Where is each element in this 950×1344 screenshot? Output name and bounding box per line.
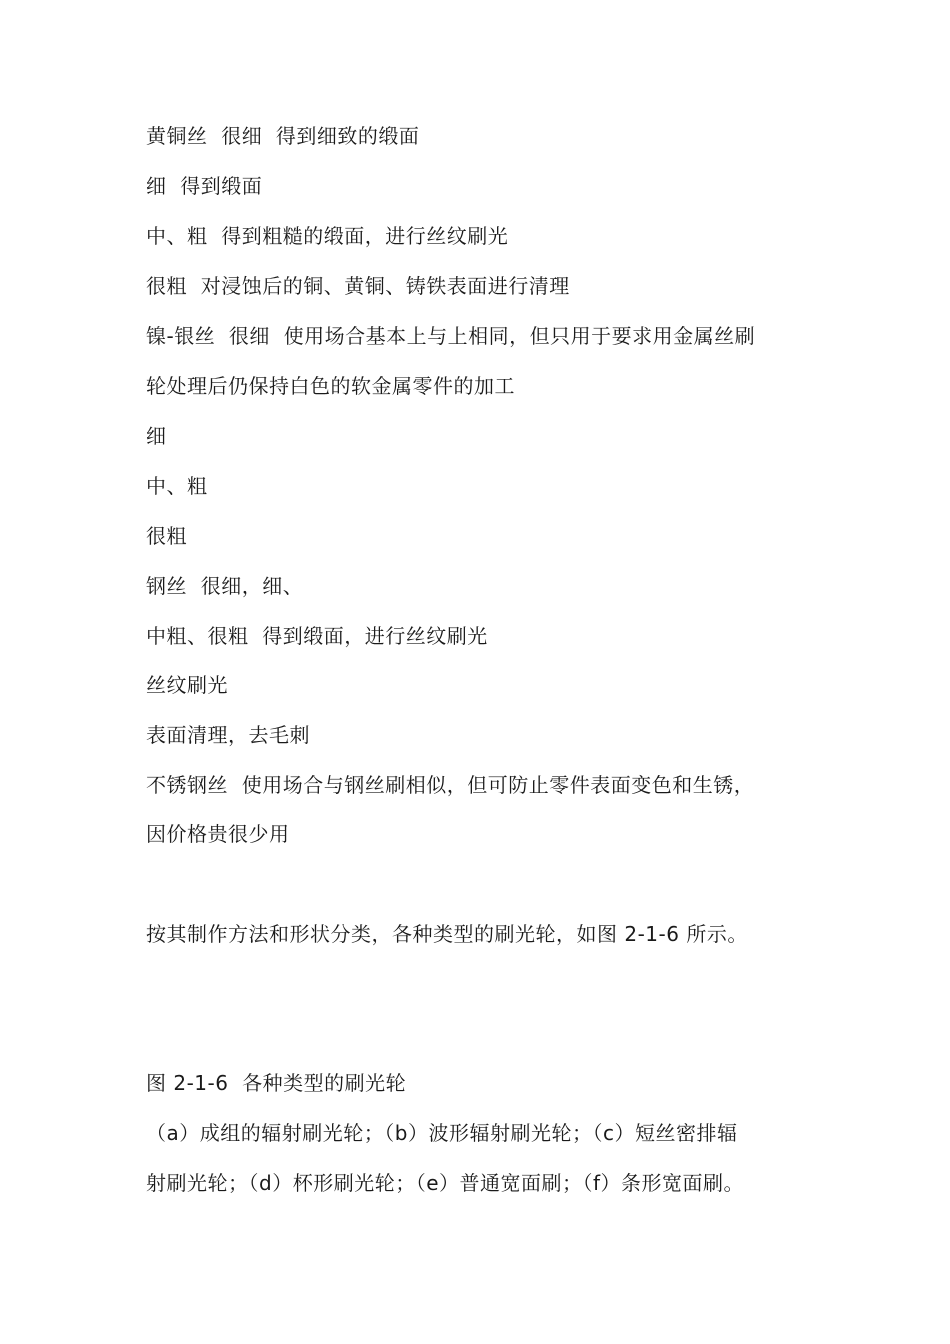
figure-legend-line-2: 射刷光轮；（d）杯形刷光轮；（e）普通宽面刷；（f）条形宽面刷。 <box>146 1171 745 1195</box>
text-line-brass-wire: 黄铜丝 很细 得到细致的缎面 <box>146 124 420 148</box>
text-line-stainless-wire: 不锈钢丝 使用场合与钢丝刷相似，但可防止零件表面变色和生锈， <box>146 773 755 797</box>
text-line-very-coarse-2: 很粗 <box>146 524 187 548</box>
text-line-stainless-cont: 因价格贵很少用 <box>146 822 290 846</box>
figure-legend-line-1: （a）成组的辐射刷光轮；（b）波形辐射刷光轮；（c）短丝密排辐 <box>146 1121 738 1145</box>
figure-caption: 图 2-1-6 各种类型的刷光轮 <box>146 1071 407 1095</box>
text-line-satin-brushing: 丝纹刷光 <box>146 673 228 697</box>
text-line-steel-medium-coarse: 中粗、很粗 得到缎面，进行丝纹刷光 <box>146 624 488 648</box>
text-line-fine-2: 细 <box>146 424 167 448</box>
text-line-classification: 按其制作方法和形状分类，各种类型的刷光轮，如图 2-1-6 所示。 <box>146 922 748 946</box>
text-line-steel-wire: 钢丝 很细，细、 <box>146 574 304 598</box>
text-line-fine: 细 得到缎面 <box>146 174 263 198</box>
text-line-very-coarse: 很粗 对浸蚀后的铜、黄铜、铸铁表面进行清理 <box>146 274 570 298</box>
text-line-nickel-silver-wire: 镍-银丝 很细 使用场合基本上与上相同，但只用于要求用金属丝刷 <box>146 324 756 348</box>
text-line-surface-cleaning: 表面清理，去毛刺 <box>146 723 310 747</box>
text-line-medium-coarse: 中、粗 得到粗糙的缎面，进行丝纹刷光 <box>146 224 509 248</box>
text-line-nickel-silver-cont: 轮处理后仍保持白色的软金属零件的加工 <box>146 374 515 398</box>
text-line-medium-coarse-2: 中、粗 <box>146 474 208 498</box>
